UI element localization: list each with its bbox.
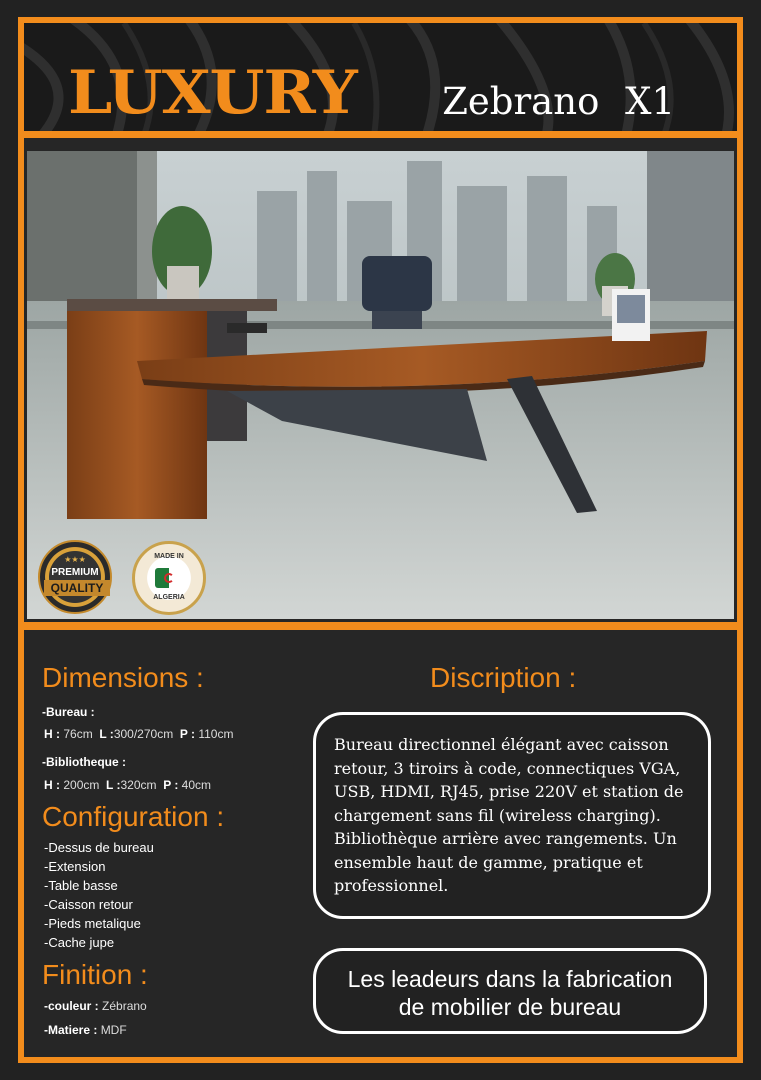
list-item: -Pieds metalique bbox=[44, 916, 141, 931]
configuration-title: Configuration : bbox=[42, 801, 225, 832]
list-item: -Extension bbox=[44, 859, 106, 874]
model-name: Zebrano X1 bbox=[442, 80, 675, 123]
badge-made-in-text: MADE IN bbox=[154, 553, 184, 560]
product-photo bbox=[27, 151, 734, 619]
matiere-row: -Matiere : MDF bbox=[44, 1023, 127, 1037]
dimensions-title: Dimensions : bbox=[42, 662, 204, 693]
header bbox=[24, 23, 737, 135]
tagline-line2: de mobilier de bureau bbox=[398, 994, 622, 1020]
header-divider bbox=[24, 131, 737, 138]
description-box bbox=[313, 712, 711, 919]
algeria-flag-icon bbox=[155, 568, 183, 588]
description-title: Discription : bbox=[430, 662, 577, 693]
badge-algeria-text: ALGERIA bbox=[153, 594, 185, 601]
tagline-text bbox=[316, 965, 704, 1021]
badge-quality-text: QUALITY bbox=[44, 580, 110, 596]
bureau-dimensions: H : 76cm L :300/270cm P : 110cm bbox=[44, 727, 234, 741]
made-in-algeria-badge bbox=[132, 541, 206, 615]
list-item: -Dessus de bureau bbox=[44, 840, 154, 855]
finition-title: Finition : bbox=[42, 959, 148, 990]
stars-icon: ★★★ bbox=[64, 555, 86, 564]
bibliotheque-dimensions: H : 200cm L :320cm P : 40cm bbox=[44, 778, 212, 792]
list-item: -Cache jupe bbox=[44, 935, 115, 950]
brand-logo: LUXURY bbox=[68, 58, 357, 128]
configuration-list bbox=[44, 838, 154, 952]
bibliotheque-label: -Bibliotheque : bbox=[42, 755, 126, 769]
tagline-line1: Les leadeurs dans la fabrication bbox=[347, 966, 673, 992]
office-desk-illustration bbox=[27, 151, 734, 619]
list-item: -Table basse bbox=[44, 878, 118, 893]
bureau-label: -Bureau : bbox=[42, 705, 95, 719]
description-text: Bureau directionnel élégant avec caisson retour, 3 tiroirs à code, connectiques VGA, USB, HDMI, RJ45, prise 220V et station de chargement sans fil (wireless charging). Bibliothèque arrière avec rangements. Un ensemble haut de gamme, pratique et professionnel. bbox=[334, 735, 684, 895]
photo-divider bbox=[24, 622, 737, 630]
premium-quality-badge bbox=[38, 540, 112, 614]
list-item: -Caisson retour bbox=[44, 897, 133, 912]
couleur-row: -couleur : Zébrano bbox=[44, 999, 147, 1013]
tagline-box bbox=[313, 948, 707, 1034]
badge-premium-text: PREMIUM bbox=[51, 567, 99, 578]
